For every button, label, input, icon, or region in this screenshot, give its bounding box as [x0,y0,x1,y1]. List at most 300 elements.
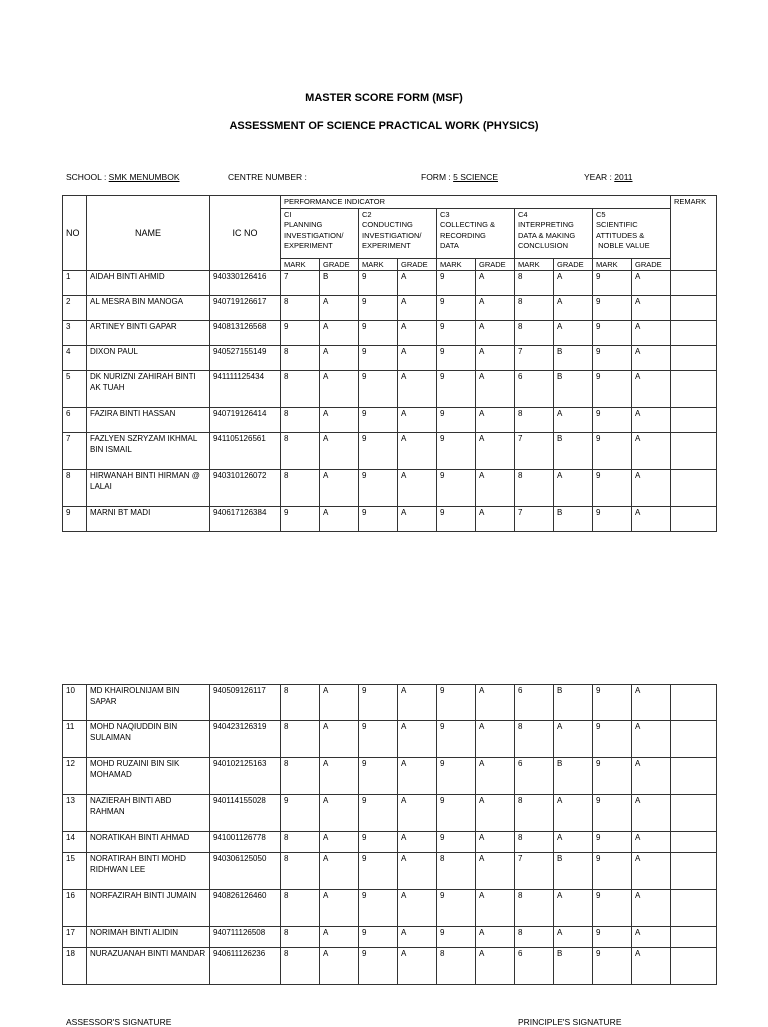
header-grade: GRADE [320,258,359,271]
grade-cell: A [632,758,671,795]
mark-cell: 8 [281,890,320,927]
grade-cell: A [476,890,515,927]
mark-cell: 9 [593,408,632,433]
criterion-label-line: ATTITUDES & [596,230,645,240]
student-row [63,507,717,532]
student-name: FAZLYEN SZRYZAM IKHMAL BIN ISMAIL [87,433,210,470]
remark-cell [671,507,717,532]
grade-cell: A [476,948,515,985]
student-row [63,927,717,948]
mark-cell: 9 [359,890,398,927]
student-ic: 940813126568 [210,321,281,346]
mark-cell: 9 [359,346,398,371]
remark-cell [671,758,717,795]
header-remark: REMARK [671,196,717,271]
grade-cell: B [554,507,593,532]
mark-cell: 8 [515,721,554,758]
grade-cell: A [476,408,515,433]
grade-cell: A [476,433,515,470]
header-mark: MARK [281,258,320,271]
year-value: 2011 [614,172,633,182]
mark-cell: 8 [281,470,320,507]
mark-cell: 8 [281,927,320,948]
form-field [421,172,498,182]
student-name: NURAZUANAH BINTI MANDAR [87,948,210,985]
grade-cell: B [554,346,593,371]
student-no: 2 [63,296,87,321]
mark-cell: 9 [359,758,398,795]
grade-cell: A [554,890,593,927]
student-no: 7 [63,433,87,470]
student-row [63,470,717,507]
remark-cell [671,408,717,433]
student-name: HIRWANAH BINTI HIRMAN @ LALAI [87,470,210,507]
criterion-label-line: DATA [440,241,459,250]
assessor-signature-label: ASSESSOR'S SIGNATURE [66,1017,172,1027]
grade-cell: A [398,721,437,758]
mark-cell: 9 [437,371,476,408]
grade-cell: A [554,721,593,758]
grade-cell: A [632,853,671,890]
mark-cell: 9 [593,433,632,470]
grade-cell: B [554,433,593,470]
mark-cell: 8 [281,296,320,321]
student-row [63,948,717,985]
student-ic: 940617126384 [210,507,281,532]
mark-cell: 9 [593,321,632,346]
grade-cell: A [320,433,359,470]
header-mark: MARK [437,258,476,271]
school-label: SCHOOL : [66,172,109,182]
mark-cell: 8 [281,832,320,853]
student-no: 13 [63,795,87,832]
mark-cell: 9 [593,721,632,758]
remark-cell [671,832,717,853]
mark-cell: 8 [515,927,554,948]
grade-cell: A [554,321,593,346]
student-row [63,346,717,371]
grade-cell: A [476,271,515,296]
grade-cell: B [554,371,593,408]
mark-cell: 9 [281,321,320,346]
header-criterion-5 [593,208,671,258]
mark-cell: 9 [359,948,398,985]
mark-cell: 9 [437,408,476,433]
student-ic: 940611126236 [210,948,281,985]
mark-cell: 7 [281,271,320,296]
student-row [63,721,717,758]
remark-cell [671,271,717,296]
grade-cell: A [398,795,437,832]
mark-cell: 9 [593,346,632,371]
grade-cell: A [554,832,593,853]
student-no: 3 [63,321,87,346]
mark-cell: 8 [281,408,320,433]
grade-cell: A [320,795,359,832]
mark-cell: 6 [515,948,554,985]
score-table-page-1 [62,195,717,532]
student-no: 5 [63,371,87,408]
mark-cell: 9 [593,371,632,408]
header-mark: MARK [359,258,398,271]
criterion-label-line: NOBLE VALUE [596,241,650,250]
student-row [63,890,717,927]
student-no: 9 [63,507,87,532]
grade-cell: A [476,853,515,890]
student-no: 17 [63,927,87,948]
grade-cell: A [554,470,593,507]
grade-cell: A [398,433,437,470]
grade-cell: A [398,948,437,985]
header-criterion-2 [359,208,437,258]
mark-cell: 9 [281,507,320,532]
criterion-code: C5 [596,209,606,219]
grade-cell: A [476,371,515,408]
student-row [63,321,717,346]
form-value: 5 SCIENCE [453,172,498,182]
criterion-label-line: INTERPRETING [518,220,574,229]
student-name: AIDAH BINTI AHMID [87,271,210,296]
student-name: MD KHAIROLNIJAM BIN SAPAR [87,685,210,721]
grade-cell: A [554,795,593,832]
grade-cell: A [476,795,515,832]
student-no: 1 [63,271,87,296]
remark-cell [671,685,717,721]
mark-cell: 9 [437,271,476,296]
grade-cell: A [476,927,515,948]
mark-cell: 9 [359,721,398,758]
grade-cell: A [554,296,593,321]
mark-cell: 9 [593,948,632,985]
grade-cell: A [632,296,671,321]
mark-cell: 9 [593,758,632,795]
grade-cell: A [398,408,437,433]
criterion-label-line: RECORDING [440,230,486,240]
grade-cell: A [398,832,437,853]
grade-cell: A [476,685,515,721]
mark-cell: 9 [593,271,632,296]
grade-cell: A [554,271,593,296]
header-criterion-4 [515,208,593,258]
student-ic: 940711126508 [210,927,281,948]
grade-cell: A [398,470,437,507]
score-table-page-2 [62,684,717,985]
school-field [66,172,180,182]
mark-cell: 8 [515,470,554,507]
mark-cell: 9 [359,371,398,408]
remark-cell [671,853,717,890]
grade-cell: A [632,927,671,948]
student-no: 8 [63,470,87,507]
grade-cell: A [320,832,359,853]
mark-cell: 6 [515,371,554,408]
mark-cell: 9 [359,321,398,346]
grade-cell: A [476,321,515,346]
student-row [63,758,717,795]
mark-cell: 9 [359,853,398,890]
grade-cell: A [632,321,671,346]
student-row [63,296,717,321]
header-name: NAME [87,196,210,271]
form-label: FORM : [421,172,454,182]
student-no: 6 [63,408,87,433]
student-no: 12 [63,758,87,795]
grade-cell: A [632,507,671,532]
mark-cell: 8 [515,271,554,296]
grade-cell: A [476,758,515,795]
mark-cell: 8 [515,890,554,927]
grade-cell: A [320,408,359,433]
mark-cell: 9 [437,927,476,948]
student-no: 14 [63,832,87,853]
student-row [63,371,717,408]
student-ic: 940330126416 [210,271,281,296]
student-row [63,685,717,721]
grade-cell: A [632,433,671,470]
student-no: 10 [63,685,87,721]
grade-cell: A [632,832,671,853]
mark-cell: 6 [515,758,554,795]
grade-cell: A [398,346,437,371]
grade-cell: A [476,470,515,507]
header-grade: GRADE [632,258,671,271]
grade-cell: A [632,470,671,507]
criterion-label-line: INVESTIGATION/ [284,230,344,240]
grade-cell: B [320,271,359,296]
grade-cell: B [554,948,593,985]
mark-cell: 9 [437,832,476,853]
year-field [584,172,633,182]
mark-cell: 8 [515,296,554,321]
header-performance-indicator: PERFORMANCE INDICATOR [281,196,671,209]
student-no: 11 [63,721,87,758]
mark-cell: 9 [593,890,632,927]
centre-number-label: CENTRE NUMBER : [228,172,307,182]
mark-cell: 9 [593,685,632,721]
grade-cell: A [398,321,437,346]
mark-cell: 9 [437,507,476,532]
grade-cell: A [632,408,671,433]
grade-cell: A [632,371,671,408]
grade-cell: A [632,685,671,721]
student-name: MARNI BT MADI [87,507,210,532]
student-name: NORFAZIRAH BINTI JUMAIN [87,890,210,927]
student-row [63,853,717,890]
mark-cell: 8 [281,371,320,408]
student-name: DIXON PAUL [87,346,210,371]
remark-cell [671,927,717,948]
criterion-label-line: CONCLUSION [518,241,569,250]
remark-cell [671,346,717,371]
student-name: NAZIERAH BINTI ABD RAHMAN [87,795,210,832]
mark-cell: 9 [359,795,398,832]
mark-cell: 9 [359,832,398,853]
grade-cell: A [320,685,359,721]
mark-cell: 8 [515,795,554,832]
remark-cell [671,890,717,927]
grade-cell: A [320,853,359,890]
year-label: YEAR : [584,172,615,182]
mark-cell: 9 [593,470,632,507]
student-name: NORIMAH BINTI ALIDIN [87,927,210,948]
criterion-label-line: EXPERIMENT [284,241,333,250]
header-grade: GRADE [398,258,437,271]
school-value: SMK MENUMBOK [108,172,180,182]
student-ic: 940719126617 [210,296,281,321]
criterion-code: C3 [440,209,450,219]
mark-cell: 9 [593,795,632,832]
student-ic: 940306125050 [210,853,281,890]
header-no: NO [63,196,87,271]
grade-cell: A [320,507,359,532]
mark-cell: 9 [437,433,476,470]
grade-cell: A [398,271,437,296]
mark-cell: 6 [515,685,554,721]
grade-cell: B [554,758,593,795]
mark-cell: 8 [281,346,320,371]
mark-cell: 9 [437,346,476,371]
remark-cell [671,721,717,758]
student-name: AL MESRA BIN MANOGA [87,296,210,321]
mark-cell: 8 [281,433,320,470]
grade-cell: A [476,832,515,853]
grade-cell: A [398,890,437,927]
mark-cell: 7 [515,853,554,890]
criterion-label-line: INVESTIGATION/ [362,230,422,240]
remark-cell [671,371,717,408]
grade-cell: A [320,890,359,927]
mark-cell: 9 [437,721,476,758]
student-ic: 940310126072 [210,470,281,507]
mark-cell: 9 [437,685,476,721]
mark-cell: 8 [515,408,554,433]
mark-cell: 9 [359,685,398,721]
grade-cell: A [320,721,359,758]
student-name: MOHD RUZAINI BIN SIK MOHAMAD [87,758,210,795]
remark-cell [671,470,717,507]
form-title: MASTER SCORE FORM (MSF) [305,92,463,104]
criterion-label-line: PLANNING [284,220,323,229]
student-ic: 941105126561 [210,433,281,470]
mark-cell: 8 [281,948,320,985]
student-no: 4 [63,346,87,371]
criterion-code: C2 [362,209,372,219]
grade-cell: A [632,795,671,832]
student-name: ARTINEY BINTI GAPAR [87,321,210,346]
criterion-label-line: SCIENTIFIC [596,220,638,229]
remark-cell [671,948,717,985]
criterion-label-line: DATA & MAKING [518,230,576,240]
grade-cell: A [320,346,359,371]
mark-cell: 9 [359,470,398,507]
student-no: 18 [63,948,87,985]
mark-cell: 9 [359,433,398,470]
criterion-code: CI [284,209,292,219]
header-ic: IC NO [210,196,281,271]
student-name: NORATIRAH BINTI MOHD RIDHWAN LEE [87,853,210,890]
grade-cell: A [320,758,359,795]
grade-cell: A [320,371,359,408]
student-name: FAZIRA BINTI HASSAN [87,408,210,433]
student-name: DK NURIZNI ZAHIRAH BINTI AK TUAH [87,371,210,408]
mark-cell: 9 [593,853,632,890]
grade-cell: A [476,346,515,371]
student-ic: 940826126460 [210,890,281,927]
mark-cell: 7 [515,507,554,532]
student-row [63,433,717,470]
mark-cell: 9 [437,890,476,927]
form-subtitle: ASSESSMENT OF SCIENCE PRACTICAL WORK (PHYSICS) [229,120,539,132]
student-no: 15 [63,853,87,890]
mark-cell: 9 [437,470,476,507]
remark-cell [671,795,717,832]
mark-cell: 8 [437,853,476,890]
student-name: NORATIKAH BINTI AHMAD [87,832,210,853]
principal-signature-label: PRINCIPLE'S SIGNATURE [518,1017,622,1027]
student-row [63,795,717,832]
header-mark: MARK [593,258,632,271]
grade-cell: A [398,371,437,408]
grade-cell: A [398,685,437,721]
remark-cell [671,321,717,346]
mark-cell: 9 [359,296,398,321]
student-ic: 940102125163 [210,758,281,795]
mark-cell: 9 [359,927,398,948]
grade-cell: A [476,507,515,532]
student-ic: 940509126117 [210,685,281,721]
mark-cell: 9 [359,507,398,532]
mark-cell: 9 [359,408,398,433]
student-ic: 940719126414 [210,408,281,433]
grade-cell: A [476,296,515,321]
grade-cell: A [320,296,359,321]
student-row [63,832,717,853]
grade-cell: A [320,927,359,948]
mark-cell: 9 [593,832,632,853]
mark-cell: 9 [593,927,632,948]
mark-cell: 8 [281,685,320,721]
criterion-label-line: COLLECTING & [440,220,496,229]
student-name: MOHD NAQIUDDIN BIN SULAIMAN [87,721,210,758]
mark-cell: 7 [515,346,554,371]
mark-cell: 9 [437,321,476,346]
grade-cell: A [398,507,437,532]
header-grade: GRADE [476,258,515,271]
mark-cell: 8 [515,832,554,853]
remark-cell [671,433,717,470]
student-ic: 941001126778 [210,832,281,853]
grade-cell: A [476,721,515,758]
student-ic: 940527155149 [210,346,281,371]
grade-cell: A [554,927,593,948]
mark-cell: 8 [437,948,476,985]
student-no: 16 [63,890,87,927]
mark-cell: 9 [593,507,632,532]
grade-cell: A [632,948,671,985]
mark-cell: 7 [515,433,554,470]
student-ic: 941111125434 [210,371,281,408]
grade-cell: B [554,853,593,890]
student-row [63,408,717,433]
header-criterion-3 [437,208,515,258]
grade-cell: A [398,758,437,795]
header-criterion-1 [281,208,359,258]
mark-cell: 9 [593,296,632,321]
grade-cell: A [320,948,359,985]
grade-cell: A [320,321,359,346]
criterion-code: C4 [518,209,528,219]
grade-cell: A [632,271,671,296]
